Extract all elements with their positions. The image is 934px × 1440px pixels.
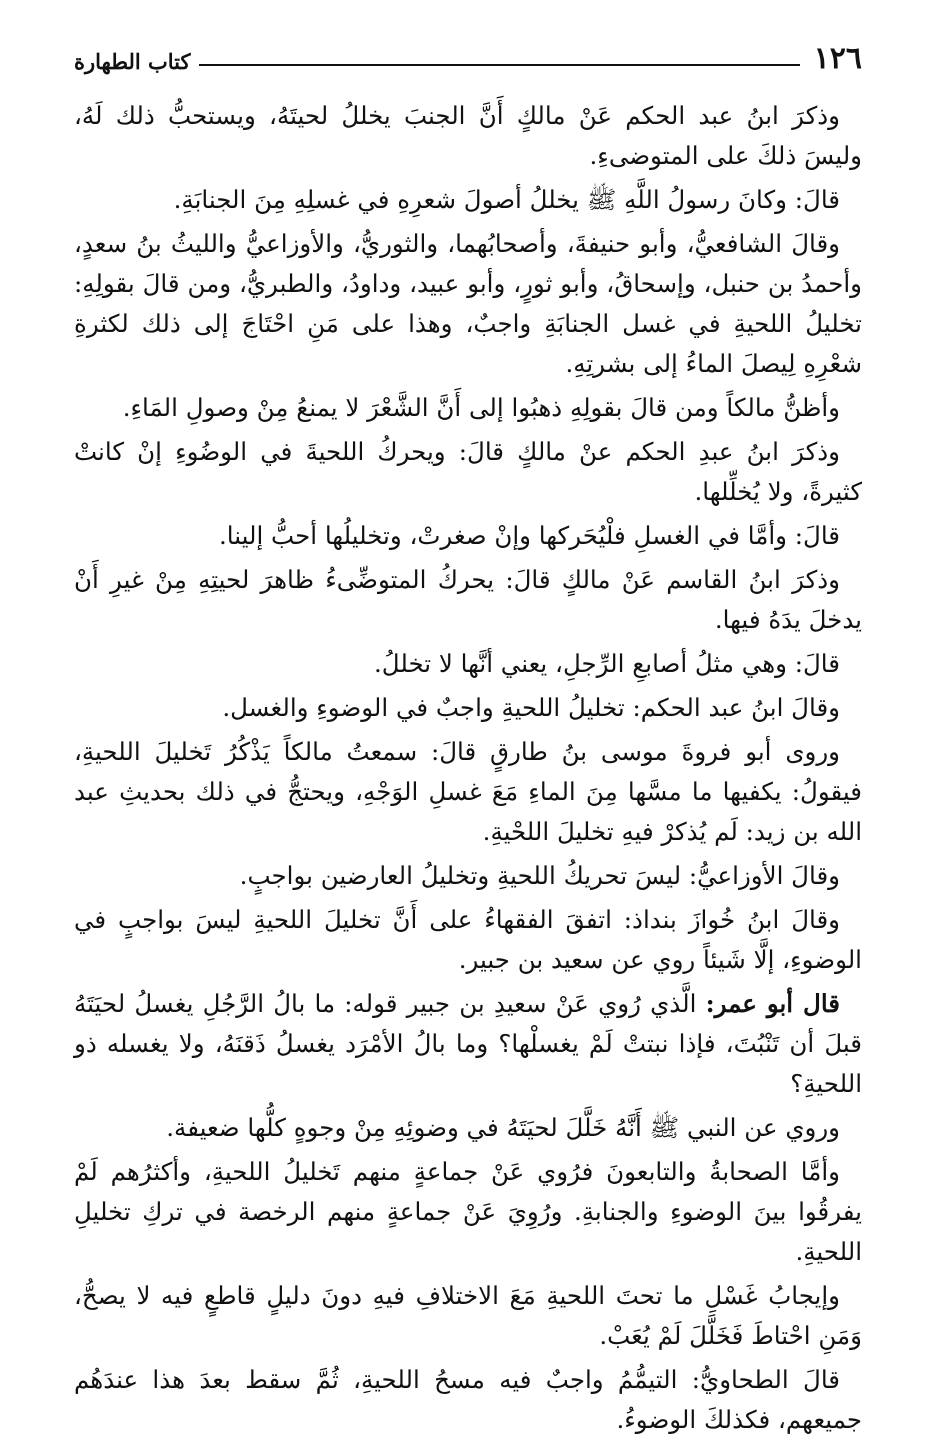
paragraph-text: وروى أبو فروةَ موسى بنُ طارقٍ قالَ: سمعتُ مالكاً يَذْكُرُ تَخليلَ اللحيةِ، فيقولُ: يكفيها ما مسَّها مِنَ الماءِ مَعَ غسلِ الوَجْهِ، ويحتجُّ في ذلك بحديثِ عبد الله بن زيد: لَم يُذكرْ فيهِ تخليلَ اللحْيةِ. xyxy=(74,737,862,846)
paragraph xyxy=(74,1108,862,1148)
paragraph-text: وقالَ ابنُ خُوازَ بنداذ: اتفقَ الفقهاءُ على أَنَّ تخليلَ اللحيةِ ليسَ بواجبٍ في الوضوءِ، إلَّا شَيئاً روي عن سعيد بن جبير. xyxy=(74,905,862,974)
paragraph-text: قالَ: وأمَّا في الغسلِ فلْيُحَركها وإنْ صغرتْ، وتخليلُها أحبُّ إلينا. xyxy=(218,521,840,550)
paragraph xyxy=(74,224,862,384)
paragraph xyxy=(74,432,862,512)
paragraph xyxy=(74,984,862,1104)
paragraph xyxy=(74,96,862,176)
paragraph xyxy=(74,180,862,220)
body-text xyxy=(74,96,862,1440)
paragraph-text: وروي عن النبي ﷺ أَنَّهُ خَلَّلَ لحيَتَهُ في وضوئِهِ مِنْ وجوهٍ كلُّها ضعيفة. xyxy=(166,1113,840,1142)
paragraph-text: قالَ الطحاويُّ: التيمُّمُ واجبٌ فيه مسحُ اللحيةِ، ثُمَّ سقط بعدَ هذا عندَهُم جميعهم، فكذلكَ الوضوءُ. xyxy=(74,1365,862,1434)
paragraph xyxy=(74,560,862,640)
paragraph xyxy=(74,732,862,852)
paragraph-text: وقالَ الشافعيُّ، وأبو حنيفةَ، وأصحابُهما، والثوريُّ، والأوزاعيُّ والليثُ بنُ سعدٍ، وأحمدُ بن حنبل، وإسحاقُ، وأبو ثورٍ، وأبو عبيد، وداودُ، والطبريُّ، ومن قالَ بقولِهِ: تخليلُ اللحيةِ في غسل الجنابَةِ واجبٌ، وهذا على مَنِ احْتَاجَ إلى ذلك لكثرةِ شعْرِهِ لِيصلَ الماءُ إلى بشرتِهِ. xyxy=(74,229,862,378)
paragraph-text: وذكرَ ابنُ عبد الحكم عَنْ مالكٍ أَنَّ الجنبَ يخللُ لحيتَهُ، ويستحبُّ ذلك لَهُ، وليسَ ذلكَ على المتوضىءِ. xyxy=(74,101,862,170)
running-title: كتاب الطهارة xyxy=(74,49,191,74)
paragraph-text: الَّذي رُوي عَنْ سعيدِ بن جبير قوله: ما بالُ الرَّجُلِ يغسلُ لحيَتَهُ قبلَ أن تَنْبُتَ، فإذا نبتتْ لَمْ يغسلْها؟ وما بالُ الأمْرَد يغسلُ ذَقنَهُ، ولا يغسله ذو اللحيةِ؟ xyxy=(74,989,862,1098)
paragraph xyxy=(74,856,862,896)
speaker-label: قال أبو عمر: xyxy=(705,989,840,1018)
paragraph xyxy=(74,1276,862,1356)
paragraph-text: وأمَّا الصحابةُ والتابعونَ فرُوي عَنْ جماعةٍ منهم تَخليلُ اللحيةِ، وأكثرُهم لَمْ يفرقُوا بينَ الوضوءِ والجنابةِ. ورُوِيَ عَنْ جماعةٍ منهم الرخصة في تركِ تخليلِ اللحيةِ. xyxy=(74,1157,862,1266)
paragraph xyxy=(74,900,862,980)
paragraph-text: قالَ: وهي مثلُ أصابعِ الرِّجلِ، يعني أنَّها لا تخللُ. xyxy=(373,649,840,678)
paragraph xyxy=(74,1152,862,1272)
page-number: ١٢٦ xyxy=(813,41,862,76)
paragraph xyxy=(74,1360,862,1440)
paragraph xyxy=(74,388,862,428)
paragraph xyxy=(74,644,862,684)
paragraph-text: وذكرَ ابنُ القاسم عَنْ مالكٍ قالَ: يحركُ المتوضِّىءُ ظاهرَ لحيتِهِ مِنْ غيرِ أَنْ يدخلَ يدَهُ فيها. xyxy=(74,565,862,634)
page-header xyxy=(74,28,862,74)
paragraph-text: وإيجابُ غَسْلِ ما تحتَ اللحيةِ مَعَ الاختلافِ فيهِ دونَ دليلٍ قاطعٍ فيه لا يصحُّ، وَمَنِ احْتاطَ فَخَلَّلَ لَمْ يُعَبْ. xyxy=(74,1281,862,1350)
paragraph xyxy=(74,516,862,556)
header-rule xyxy=(199,64,800,66)
paragraph-text: قالَ: وكانَ رسولُ اللَّهِ ﷺ يخللُ أصولَ شعرِهِ في غسلِهِ مِنَ الجنابَةِ. xyxy=(173,185,840,214)
paragraph-text: وأظنُّ مالكاً ومن قالَ بقولِهِ ذهبُوا إلى أَنَّ الشَّعْرَ لا يمنعُ مِنْ وصولِ المَاءِ. xyxy=(122,393,840,422)
paragraph-text: وقالَ الأوزاعيُّ: ليسَ تحريكُ اللحيةِ وتخليلُ العارضين بواجبٍ. xyxy=(239,861,840,890)
paragraph xyxy=(74,688,862,728)
paragraph-text: وقالَ ابنُ عبد الحكم: تخليلُ اللحيةِ واجبٌ في الوضوءِ والغسل. xyxy=(222,693,840,722)
paragraph-text: وذكرَ ابنُ عبدِ الحكم عنْ مالكٍ قالَ: ويحركُ اللحيةَ في الوضُوءِ إنْ كانتْ كثيرةً، ولا يُخلِّلها. xyxy=(74,437,862,506)
